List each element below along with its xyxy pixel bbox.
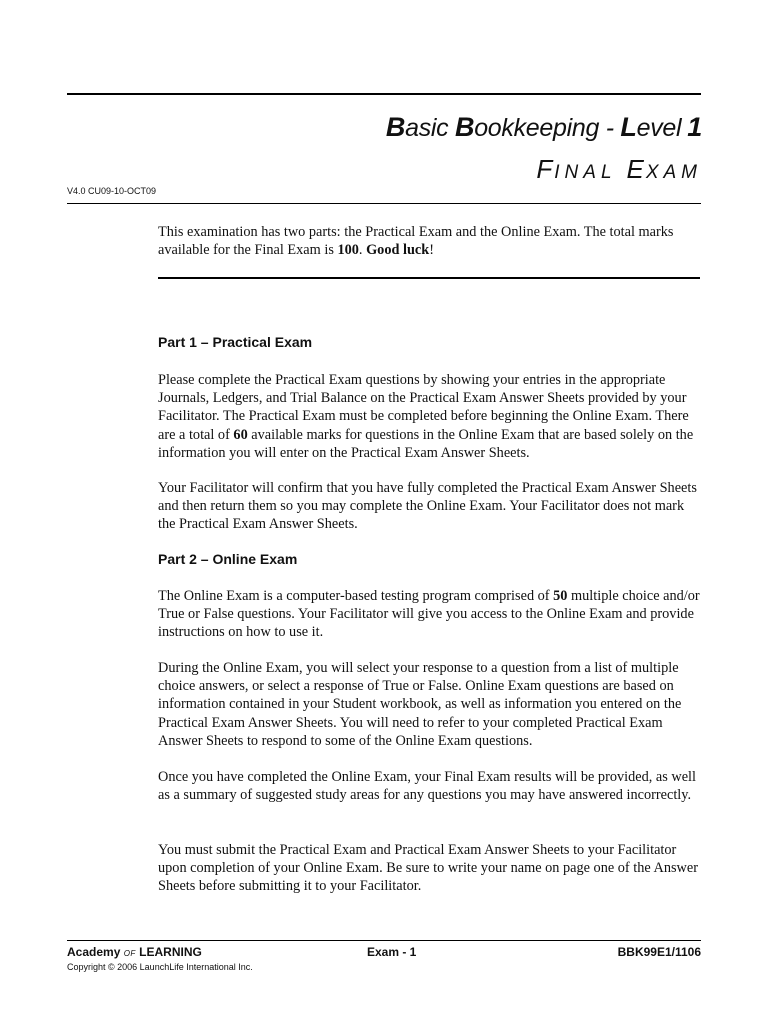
footer-rule <box>67 940 701 941</box>
intro-paragraph: This examination has two parts: the Practical Exam and the Online Exam. The total marks available for the Final Exam is 100. Good luck! <box>158 224 674 259</box>
part2-paragraph-2: During the Online Exam, you will select your response to a question from a list of multiple choice answers, or select a response of True or False. Online Exam questions are based on information contained in your Student workbook, as well as information you entered on the Practical Exam Answer Sheets. You will need to refer to your completed Practical Exam Answer Sheets to respond to some of the Online Exam questions. <box>158 660 682 749</box>
intro-rule <box>158 277 700 279</box>
part1-paragraph-1: Please complete the Practical Exam questions by showing your entries in the appropriate Journals, Ledgers, and Trial Balance on the Practical Exam Answer Sheets provided by your Facilitator. The Practical Exam must be completed before beginning the Online Exam. There are a total of 60 available marks for questions in the Online Exam that are based solely on the information you will enter on the Practical Exam Answer Sheets. <box>158 372 694 461</box>
total-marks: 100 <box>337 242 359 259</box>
copyright: Copyright © 2006 LaunchLife International Inc. <box>67 962 253 972</box>
part1-heading: Part 1 – Practical Exam <box>158 334 313 350</box>
document-title: Basic Bookkeeping - Level 1 <box>385 112 702 142</box>
document-subtitle: FINAL EXAM <box>536 154 702 184</box>
practical-marks: 60 <box>233 426 248 443</box>
part2-paragraph-4: You must submit the Practical Exam and Practical Exam Answer Sheets to your Facilitator upon completion of your Online Exam. Be sure to write your name on page one of the Answer Sheets before submitting it to your Facilitator. <box>158 842 698 895</box>
question-count: 50 <box>553 588 568 604</box>
part2-heading: Part 2 – Online Exam <box>158 551 298 567</box>
top-rule <box>67 93 701 95</box>
header-rule <box>67 203 701 204</box>
version-code: V4.0 CU09-10-OCT09 <box>67 186 157 196</box>
part2-paragraph-1: The Online Exam is a computer-based testing program comprised of 50 multiple choice and/or True or False questions. Your Facilitator will give you access to the Online Exam and provide instructions on how to use it. <box>158 588 700 641</box>
part2-paragraph-3: Once you have completed the Online Exam, your Final Exam results will be provided, as well as a summary of suggested study areas for any questions you may have answered incorrectly. <box>158 769 696 804</box>
brand-logo: Academy OF LEARNING <box>67 945 202 959</box>
good-luck: Good luck <box>366 242 430 259</box>
part1-paragraph-2: Your Facilitator will confirm that you have fully completed the Practical Exam Answer Sheets and then return them so you may complete the Online Exam. Your Facilitator does not mark the Practical Exam Answer Sheets. <box>158 480 697 533</box>
page-number: Exam - 1 <box>367 945 417 959</box>
document-code: BBK99E1/1106 <box>617 945 701 959</box>
